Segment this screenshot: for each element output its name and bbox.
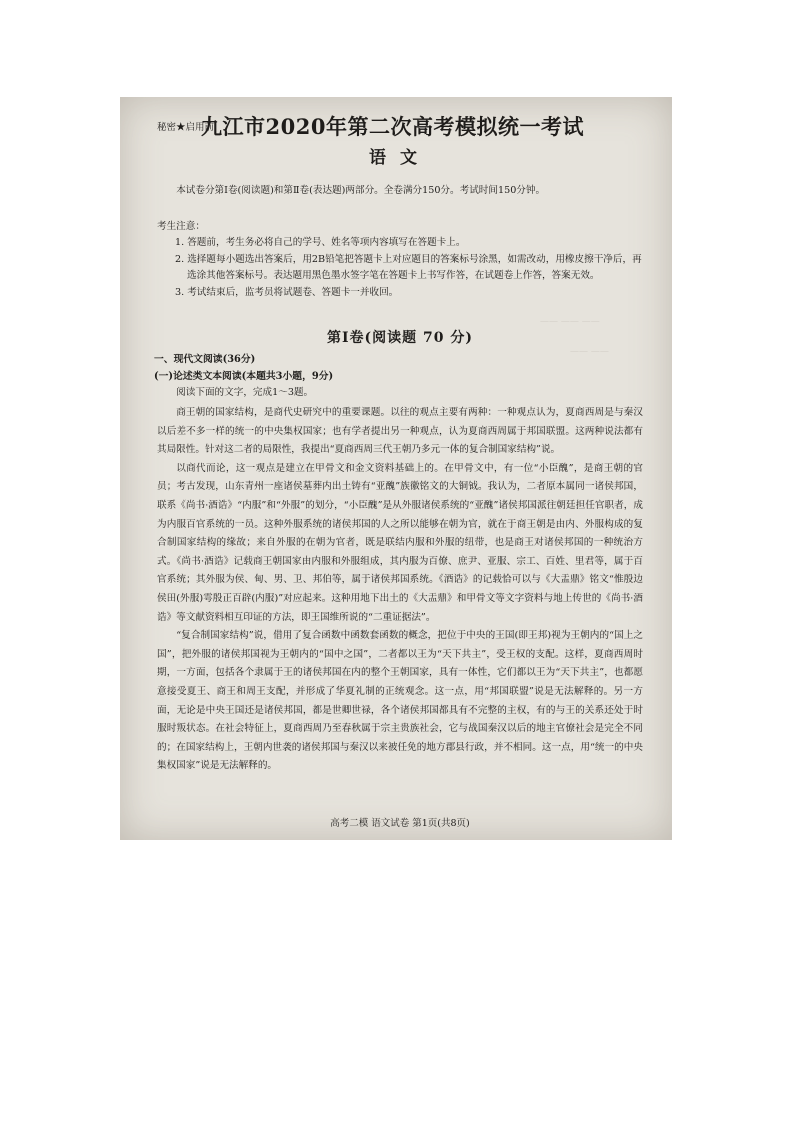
reading-instruction: 阅读下面的文字，完成1～3题。 [176, 387, 314, 398]
scanned-exam-page: —— —— —— —— —— 秘密★启用前 九江市2020年第二次高考模拟统一考试 语文 本试卷分第Ⅰ卷(阅读题)和第Ⅱ卷(表达题)两部分。全卷满分150分。考试时间150分钟。 考生注意： 1. 答题前，考生务必将自己的学号、姓名等项内容填写在答题卡上。 2. 选择题每小题选出答案后，用2B铅笔把答题卡上对应题目的答案标号涂黑，如需改动，用橡皮擦干净后，再选涂其他答案标号。表达题用黑色墨水签字笔在答题卡上书写作答，在试题卷上作答，答案无效。 3. 考试结束后，监考员将试题卷、答题卡一并收回。 第Ⅰ卷(阅读题 70 分) 一、现代文阅读(36分) (一)论述类文本阅读(本题共3小题，9分) 阅读下面的文字，完成1～3题。 商王朝的国家结构，是商代史研究中的重要课题。以往的观点主要有两种：一种观点认为，夏商西周是与秦汉以后差不多一样的统一的中央集权国家；也有学者提出另一种观点，认为夏商西周属于邦国联盟。这两种说法都有其局限性。针对这二者的局限性，我提出“夏商西周三代王朝乃多元一体的复合制国家结构”说。 以商代而论，这一观点是建立在甲骨文和金文资料基础上的。在甲骨文中，有一位“小臣醜”，是商王朝的官员；考古发现，山东青州一座诸侯墓葬内出土铸有“亚醜”族徽铭文的大铜钺。我认为，二者原本属同一诸侯邦国，联系《尚书·酒诰》“内服”和“外服”的划分，“小臣醜”是从外服诸侯系统的“亚醜”诸侯邦国派往朝廷担任官职者，成为内服百官系统的一员。这种外服系统的诸侯邦国的人之所以能够在朝为官，就在于商王朝是由内、外服构成的复合制国家结构的缘故；来自外服的在朝为官者，既是联结内服和外服的纽带，也是商王对诸侯邦国的一种统治方式。《尚书·酒诰》记载商王朝国家由内服和外服组成，其内服为百僚、庶尹、亚服、宗工、百姓、里君等，属于百官系统；其外服为侯、甸、男、卫、邦伯等，属于诸侯邦国系统。《酒诰》的记载恰可以与《大盂鼎》铭文“惟殷边侯田(外服)雩殷正百辟(内服)”对应起来。这种用地下出土的《大盂鼎》和甲骨文等文字资料与地上传世的《尚书·酒诰》等文献资料相互印证的方法，即王国维所说的“二重证据法”。 “复合制国家结构”说，借用了复合函数中函数套函数的概念，把位于中央的王国(即王邦)视为王朝内的“国上之国”，把外服的诸侯邦国视为王朝内的“国中之国”，二者都以王为“天下共主”，受王权的支配。这样，夏商西周时期，一方面，包括各个隶属于王的诸侯邦国在内的整个王朝国家，具有一体性，它们都以王为“天下共主”，也都愿意接受夏王、商王和周王支配，并形成了华夏礼制的正统观念。这一点，用“邦国联盟”说是无法解释的。另一方面，无论是中央王国还是诸侯邦国，都是世卿世禄，各个诸侯邦国都具有不完整的主权，有的与王的关系还处于时服时叛状态。在社会特征上，夏商西周乃至春秋属于宗主贵族社会，它与战国秦汉以后的地主官僚社会是完全不同的；在国家结构上，王朝内世袭的诸侯邦国与秦汉以来被任免的地方郡县行政，并不相同。这一点，用“统一的中央集权国家”说是无法解释的。 高考二模 语文试卷 第1页(共8页) [120, 97, 672, 840]
passage-paragraph: 商王朝的国家结构，是商代史研究中的重要课题。以往的观点主要有两种：一种观点认为，夏商西周是与秦汉以后差不多一样的统一的中央集权国家；也有学者提出另一种观点，认为夏商西周属于邦国联盟。这两种说法都有其局限性。针对这二者的局限性，我提出“夏商西周三代王朝乃多元一体的复合制国家结构”说。 [157, 407, 643, 456]
exam-intro: 本试卷分第Ⅰ卷(阅读题)和第Ⅱ卷(表达题)两部分。全卷满分150分。考试时间150分钟。 [176, 185, 546, 196]
note-item: 1. 答题前，考生务必将自己的学号、姓名等项内容填写在答题卡上。 [175, 237, 466, 249]
reading-passage [157, 404, 643, 776]
passage-paragraph: 以商代而论，这一观点是建立在甲骨文和金文资料基础上的。在甲骨文中，有一位“小臣醜”，是商王朝的官员；考古发现，山东青州一座诸侯墓葬内出土铸有“亚醜”族徽铭文的大铜钺。我认为，二者原本属同一诸侯邦国，联系《尚书·酒诰》“内服”和“外服”的划分，“小臣醜”是从外服诸侯系统的“亚醜”诸侯邦国派往朝廷担任官职者，成为内服百官系统的一员。这种外服系统的诸侯邦国的人之所以能够在朝为官，就在于商王朝是由内、外服构成的复合制国家结构的缘故；来自外服的在朝为官者，既是联结内服和外服的纽带，也是商王对诸侯邦国的一种统治方式。《尚书·酒诰》记载商王朝国家由内服和外服组成，其内服为百僚、庶尹、亚服、宗工、百姓、里君等，属于百官系统；其外服为侯、甸、男、卫、邦伯等，属于诸侯邦国系统。《酒诰》的记载恰可以与《大盂鼎》铭文“惟殷边侯田(外服)雩殷正百辟(内服)”对应起来。这种用地下出土的《大盂鼎》和甲骨文等文字资料与地上传世的《尚书·酒诰》等文献资料相互印证的方法，即王国维所说的“二重证据法”。 [157, 462, 643, 623]
note-item: 3. 考试结束后，监考员将试题卷、答题卡一并收回。 [175, 286, 399, 298]
page-footer: 高考二模 语文试卷 第1页(共8页) [330, 818, 470, 829]
note-item: 2. 选择题每小题选出答案后，用2B铅笔把答题卡上对应题目的答案标号涂黑，如需改动，用橡皮擦干净后，再选涂其他答案标号。表达题用黑色墨水签字笔在答题卡上书写作答，在试题卷上作答，答案无效。 [175, 253, 642, 282]
secret-label: 秘密★启用前 [157, 122, 215, 133]
notes-heading: 考生注意： [157, 221, 205, 232]
subject-title: 语文 [369, 148, 431, 168]
part-heading: 一、现代文阅读(36分) [154, 354, 256, 365]
notes-block [157, 219, 643, 301]
passage-paragraph: “复合制国家结构”说，借用了复合函数中函数套函数的概念，把位于中央的王国(即王邦)视为王朝内的“国上之国”，把外服的诸侯邦国视为王朝内的“国中之国”，二者都以王为“天下共主”，受王权的支配。这样，夏商西周时期，一方面，包括各个隶属于王的诸侯邦国在内的整个王朝国家，具有一体性，它们都以王为“天下共主”，也都愿意接受夏王、商王和周王支配，并形成了华夏礼制的正统观念。这一点，用“邦国联盟”说是无法解释的。另一方面，无论是中央王国还是诸侯邦国，都是世卿世禄，各个诸侯邦国都具有不完整的主权，有的与王的关系还处于时服时叛状态。在社会特征上，夏商西周乃至春秋属于宗主贵族社会，它与战国秦汉以后的地主官僚社会是完全不同的；在国家结构上，王朝内世袭的诸侯邦国与秦汉以来被任免的地方郡县行政，并不相同。这一点，用“统一的中央集权国家”说是无法解释的。 [157, 630, 643, 772]
exam-title: 九江市2020年第二次高考模拟统一考试 [201, 114, 584, 139]
subpart-heading: (一)论述类文本阅读(本题共3小题，9分) [154, 371, 334, 382]
section-title: 第Ⅰ卷(阅读题 70 分) [326, 330, 474, 346]
